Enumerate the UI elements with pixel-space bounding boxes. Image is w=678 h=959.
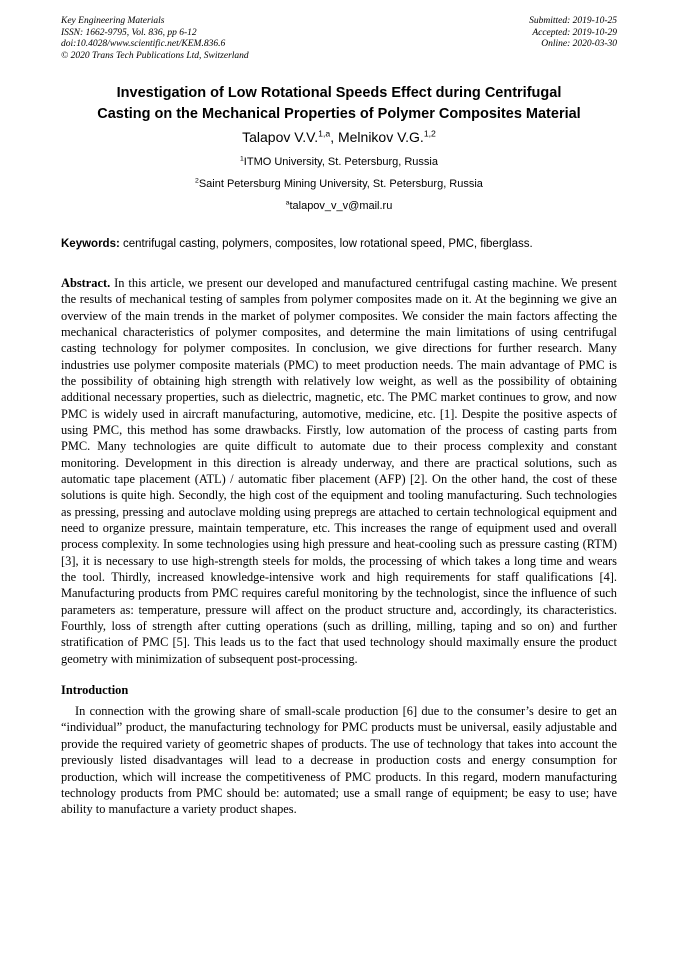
keywords-line	[61, 237, 617, 252]
affiliation-1-marker: 1	[240, 155, 244, 163]
abstract-label: Abstract.	[61, 275, 111, 290]
author-1-affiliation-marker: 1,a	[318, 128, 331, 139]
abstract-paragraph	[61, 275, 617, 667]
journal-issn-volume: ISSN: 1662-9795, Vol. 836, pp 6-12	[61, 27, 197, 38]
accepted-date: Accepted: 2019-10-29	[532, 27, 617, 38]
paper-title-line-2: Casting on the Mechanical Properties of Polymer Composites Material	[97, 106, 581, 123]
author-2-affiliation-marker: 1,2	[423, 128, 436, 139]
affiliation-1	[61, 156, 617, 169]
submission-dates-block	[529, 16, 617, 62]
keywords-text: centrifugal casting, polymers, composites, low rotational speed, PMC, fiberglass.	[119, 238, 533, 251]
email-marker: a	[285, 199, 290, 207]
author-email	[61, 200, 617, 213]
journal-copyright: © 2020 Trans Tech Publications Ltd, Switzerland	[61, 50, 249, 61]
affiliation-2-marker: 2	[195, 177, 199, 185]
paper-title-line-1: Investigation of Low Rotational Speeds Effect during Centrifugal	[116, 85, 562, 102]
email-text: talapov_v_v@mail.ru	[289, 200, 393, 213]
author-byline	[61, 128, 617, 147]
journal-info-block	[61, 16, 249, 62]
online-date: Online: 2020-03-30	[541, 39, 617, 50]
author-name-2: Melnikov V.G.	[337, 129, 424, 146]
journal-header	[61, 16, 617, 62]
paper-title	[61, 83, 617, 125]
affiliation-1-text: ITMO University, St. Petersburg, Russia	[243, 156, 438, 169]
affiliation-2-text: Saint Petersburg Mining University, St. Petersburg, Russia	[198, 178, 483, 191]
introduction-paragraph: In connection with the growing share of small-scale production [6] due to the consumer’s desire to get an “individual” product, the manufacturing technology for PMC products must be universal, easily adjustable and provide the required variety of geometric shapes of products. The use of technology that takes into account the previously listed disadvantages will lead to a decrease in production costs and energy consumption for production, which will increase the competitiveness of PMC products. In this regard, modern manufacturing technology products from PMC should be: automated; use a small range of equipment; be easy to use; have ability to manufacture a variety product shapes.	[61, 704, 617, 817]
keywords-label: Keywords:	[61, 238, 120, 251]
author-separator: ,	[330, 129, 338, 146]
journal-name: Key Engineering Materials	[61, 16, 165, 26]
author-name-1: Talapov V.V.	[242, 129, 319, 146]
affiliation-2	[61, 178, 617, 191]
submitted-date: Submitted: 2019-10-25	[529, 16, 617, 26]
section-heading-introduction: Introduction	[61, 683, 129, 698]
abstract-text: In this article, we present our developed and manufactured centrifugal casting machine. We present the results of mechanical testing of samples from polymer composites made on it. At the beginning we give an overview of the main trends in the market of polymer composites. We consider the main factors affecting the mechanical characteristics of polymer composites, and determine the main limitations of using centrifugal casting technology for polymer composites. In conclusion, we give directions for further research. Many industries use polymer composite materials (PMC) to meet production needs. The main advantage of PMC is the possibility of obtaining high strength with relatively low weight, as well as the possibility of obtaining additional necessary properties, such as dielectric, magnetic, etc. The PMC market continues to grow, and now PMC is widely used in aircraft manufacturing, automotive, medicine, etc. [1]. Despite the positive aspects of using PMC, this method has some drawbacks. Firstly, low automation of the process of casting parts from PMC. Many technologies are quite difficult to automate due to their process complexity and constant monitoring. Development in this direction is already underway, and there are practical solutions, such as automatic tape placement (ATL) / automatic fiber placement (AFP) [2]. On the other hand, the cost of these solutions is quite high. Secondly, the high cost of the equipment and tooling manufacturing. Such technologies as pressing, pressing and autoclave molding using prepregs are attached to certain technological equipment and need to organize pressure, maintain temperature, etc. This increases the range of equipment used and overall process complexity. In some technologies using high pressure and heat-cooling such as pressure casting (RTM) [3], it is necessary to use high-strength steels for molds, the processing of which takes a long time and wears the tool. Thirdly, increased knowledge-intensive work and high requirements for staff qualifications [4]. Manufacturing products from PMC requires careful monitoring by the technologist, since the influence of such parameters as: temperature, pressure will affect on the product structure and, accordingly, its characteristics. Fourthly, loss of strength after cutting operations (such as drilling, milling, taping and so on) and further stratification of PMC [5]. This leads us to the fact that used technology should maximally ensure the product geometry with minimization of subsequent post-processing.	[61, 275, 617, 666]
journal-doi: doi:10.4028/www.scientific.net/KEM.836.6	[61, 39, 226, 50]
